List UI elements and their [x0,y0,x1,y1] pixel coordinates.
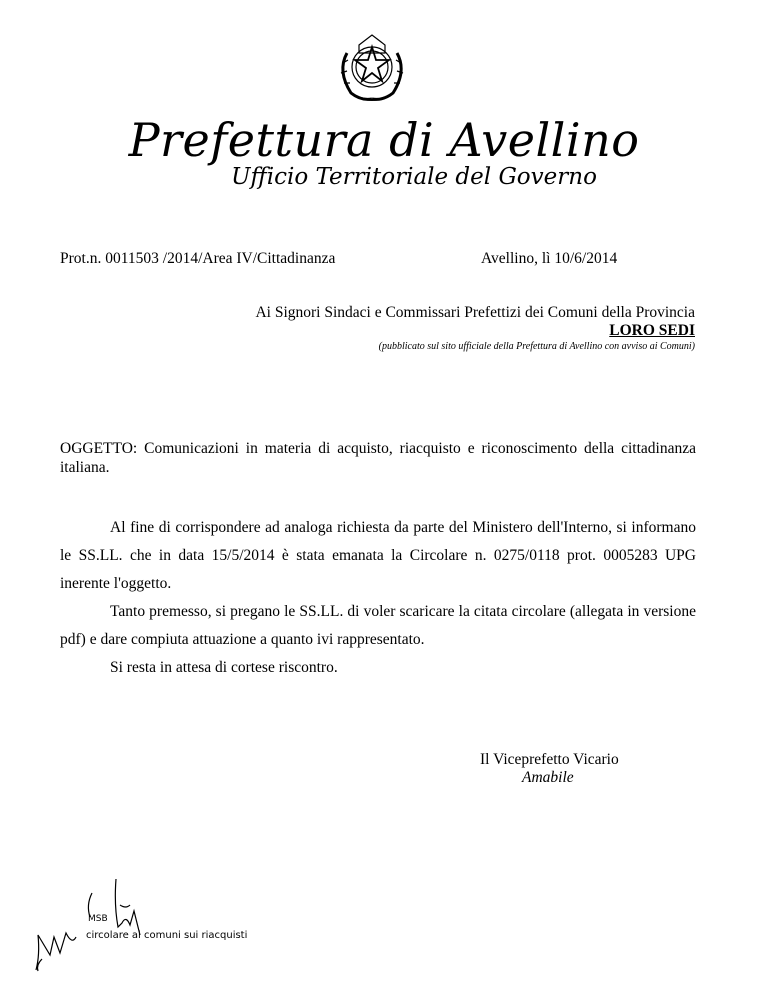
body-paragraph-2: Tanto premesso, si pregano le SS.LL. di voler scaricare la citata circolare (allegata in versione pdf) e dare compiuta attuazione a quanto ivi rappresentato. [60,603,696,648]
signature-block [480,751,660,787]
signer-name: Amabile [522,769,574,786]
subject-line: OGGETTO: Comunicazioni in materia di acquisto, riacquisto e riconoscimento della cittadinanza italiana. [60,440,696,476]
document-date: Avellino, lì 10/6/2014 [481,250,618,267]
body-paragraph-1: Al fine di corrispondere ad analoga richiesta da parte del Ministero dell'Interno, si informano le SS.LL. che in data 15/5/2014 è stata emanata la Circolare n. 0275/0118 prot. 0005283 UPG inerente l'oggetto. [60,519,696,592]
file-name: circolare ai comuni sui riacquisti [86,930,248,941]
publication-note: (pubblicato sul sito ufficiale della Prefettura di Avellino con avviso ai Comuni) [378,341,695,352]
author-initials: MSB [88,914,108,924]
italian-republic-emblem-icon [329,33,415,107]
page-subtitle: Ufficio Territoriale del Governo [231,164,597,190]
recipients-sedi: LORO SEDI [609,322,695,339]
signer-role: Il Viceprefetto Vicario [480,751,619,768]
recipients-block [210,304,695,354]
recipients-line: Ai Signori Sindaci e Commissari Prefettizi dei Comuni della Provincia [255,304,695,321]
body-paragraph-3: Si resta in attesa di cortese riscontro. [110,659,338,676]
letter-body [60,514,696,682]
page-title: Prefettura di Avellino [128,113,640,167]
handwritten-signature-icon [30,875,170,975]
protocol-number: Prot.n. 0011503 /2014/Area IV/Cittadinanza [60,250,336,267]
